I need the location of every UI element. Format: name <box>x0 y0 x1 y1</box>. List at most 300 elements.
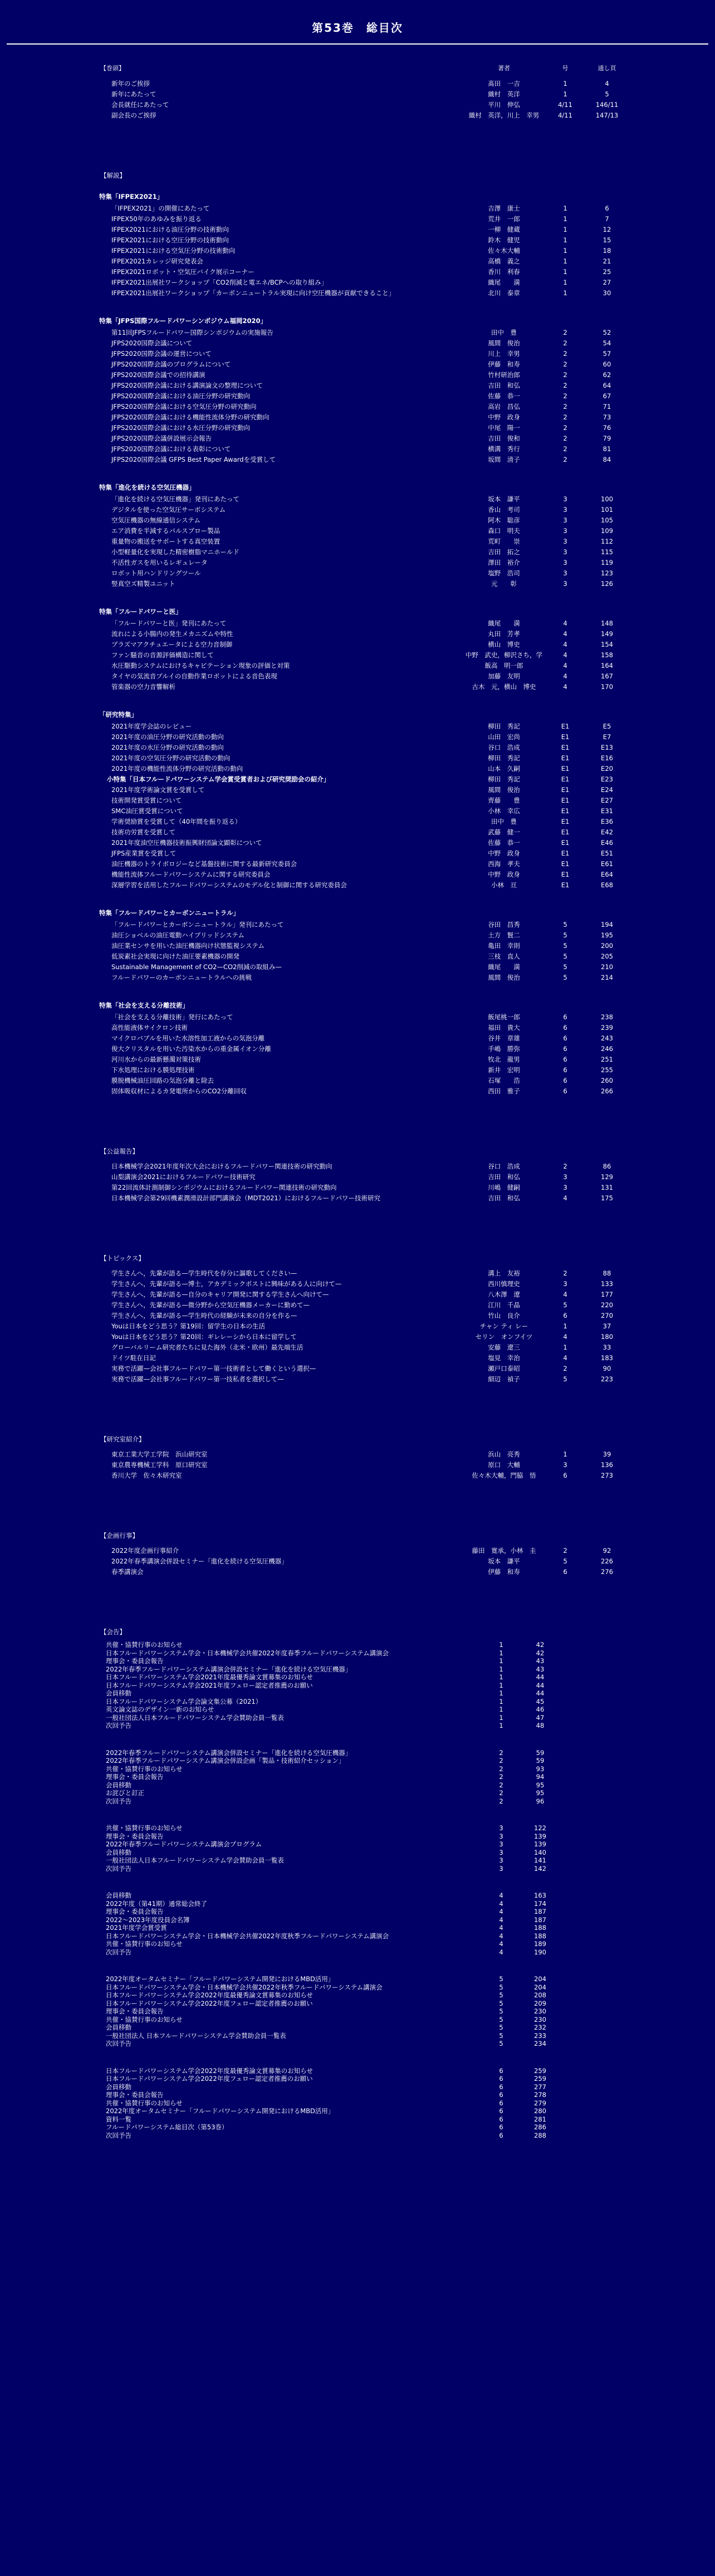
toc-entry <box>0 90 715 99</box>
toc-entry <box>0 1364 715 1373</box>
entry-page: 60 <box>603 360 611 368</box>
entry-author: 佐々木大輔 <box>488 247 520 255</box>
entry-title: 資料一覧 <box>106 2115 131 2123</box>
entry-issue: 1 <box>563 247 567 255</box>
entry-issue: 3 <box>563 1173 567 1181</box>
toc-entry <box>0 1023 715 1033</box>
entry-page: 54 <box>603 339 611 347</box>
toc-entry <box>0 682 715 692</box>
entry-title: 実務で活躍—会社事フルードパワー第一技私者を選択して— <box>111 1375 284 1383</box>
entry-author: 谷口 浩成 <box>488 744 520 751</box>
entry-author: 石塚 浩 <box>488 1077 520 1084</box>
toc-entry <box>0 1183 715 1192</box>
entry-issue: 4 <box>499 1940 503 1948</box>
entry-author: 福田 貴大 <box>488 1024 520 1032</box>
toc-entry <box>0 1375 715 1384</box>
entry-title: Youは日本をどう思う？第20回：ギレレーシから日本に留学して <box>111 1333 297 1341</box>
entry-page: 200 <box>601 942 613 950</box>
entry-issue: 3 <box>563 495 567 503</box>
entry-page: 37 <box>603 1322 611 1330</box>
entry-title: 新年のご挨拶 <box>111 80 150 87</box>
entry-issue: 5 <box>563 1375 567 1383</box>
entry-title: 膜脱機械油圧回路の気泡分離と除去 <box>111 1077 214 1084</box>
entry-issue: 6 <box>563 1055 567 1063</box>
toc-entry <box>0 1460 715 1470</box>
entry-issue: 5 <box>563 963 567 971</box>
entry-title: JFPS2020国際会議併設展示会報告 <box>111 434 212 442</box>
entry-issue: 5 <box>499 2040 503 2047</box>
entry-title: 会長就任にあたって <box>111 101 169 109</box>
entry-page: 27 <box>603 278 611 286</box>
entry-title: 学生さんへ，先輩が語る—微分野から空気圧機器メーカーに勤めて— <box>111 1301 310 1309</box>
entry-issue: 1 <box>563 226 567 233</box>
entry-issue: 5 <box>499 2015 503 2023</box>
toc-entry <box>0 629 715 639</box>
entry-title: 2022年度オータムセミナー「フルードパワーシステム開発におけるMBD活用」 <box>106 1975 335 1983</box>
entry-author: 佐藤 恭一 <box>488 839 520 847</box>
entry-title: 2022年春季フルードパワーシステム講演会併設セミナー「進化を続ける空気圧機器」 <box>106 1748 352 1757</box>
entry-author: 坂間 清子 <box>488 456 520 463</box>
entry-issue: 5 <box>563 1557 567 1565</box>
toc-entry <box>0 1546 715 1556</box>
entry-title: 2022年春季フルードパワーシステム講演会併設セミナー「進化を続ける空気圧機器」 <box>106 1665 352 1673</box>
entry-title: デジタルを使った空気圧サーボシステム <box>111 506 226 514</box>
feature-heading: 「研究特集」 <box>99 711 138 718</box>
entry-author: 吉田 和弘 <box>488 1173 520 1181</box>
entry-issue: 2 <box>499 1757 503 1764</box>
entry-page: 239 <box>601 1024 613 1032</box>
entry-title: 会員移動 <box>106 2023 131 2031</box>
entry-title: 技術開発賞受賞について <box>111 796 182 804</box>
entry-page: E61 <box>601 860 613 868</box>
entry-title: 学生さんへ，先輩が語る—博士，アカデミックポストに興味がある人に向けて— <box>111 1280 342 1288</box>
entry-author: チャン ティ レー <box>479 1322 528 1330</box>
entry-author: 原口 大輔 <box>488 1461 520 1469</box>
toc-entry <box>0 785 715 795</box>
toc-entry <box>0 859 715 869</box>
entry-author: セリン オンフイツ <box>475 1333 533 1341</box>
entry-title: 油圧機器のトライボロジーなど基盤技術に関する最新研究委員会 <box>111 860 297 868</box>
entry-issue: 4 <box>499 1948 503 1956</box>
entry-issue: 2 <box>499 1748 503 1757</box>
entry-title: 日本フルードパワーシステム学会2022年度フェロー認定者推薦のお願い <box>106 1999 313 2007</box>
entry-page: 163 <box>534 1891 546 1899</box>
entry-page: 44 <box>536 1689 545 1697</box>
entry-author: 風間 俊治 <box>488 974 520 981</box>
toc-entry <box>0 548 715 557</box>
toc-entry <box>0 328 715 338</box>
entry-title: 「IFPEX2021」の開催にあたって <box>111 204 210 212</box>
entry-issue: 1 <box>499 1722 503 1729</box>
entry-title: 下水処理における膜処理技術 <box>111 1066 195 1074</box>
toc-entry <box>0 1864 715 1874</box>
entry-issue: 2 <box>499 1781 503 1789</box>
entry-page: 209 <box>534 1999 546 2007</box>
entry-author: 織村 英洋，川上 幸男 <box>468 111 540 119</box>
entry-author: 三枝 直人 <box>488 952 520 960</box>
entry-issue: 1 <box>499 1641 503 1649</box>
entry-title: 学術奨励賞を受賞して（40年間を振り返る） <box>111 818 242 825</box>
entry-issue: E1 <box>561 786 570 794</box>
entry-issue: 3 <box>499 1824 503 1832</box>
entry-page: 105 <box>601 516 613 524</box>
entry-page: 57 <box>603 350 611 358</box>
entry-title: 「フルードパワーとカーボンニュートラル」発刊にあたって <box>111 921 284 928</box>
entry-issue: 6 <box>563 1013 567 1021</box>
entry-title: 会員移動 <box>106 1891 131 1899</box>
entry-issue: 3 <box>563 580 567 588</box>
toc-entry <box>0 558 715 568</box>
entry-page: 280 <box>534 2107 546 2115</box>
entry-issue: 4 <box>563 672 567 680</box>
entry-page: 187 <box>534 1915 546 1924</box>
toc-entry <box>0 392 715 401</box>
entry-author: 坂本 謙平 <box>488 1557 520 1565</box>
entry-page: 96 <box>536 1797 545 1805</box>
entry-title: 2021年度の機能性流体分野の研究活動の動向 <box>111 765 243 773</box>
feature-heading: 特集「社会を支える分離技術」 <box>99 1001 189 1009</box>
entry-title: 日本フルードパワーシステム学会2022年度最優秀論文賞募集のお知らせ <box>106 1991 313 1999</box>
entry-title: 東京農専機械工学科 原口研究室 <box>111 1461 208 1469</box>
entry-page: E7 <box>603 733 611 741</box>
toc-entry <box>0 267 715 277</box>
entry-author: 西川慎理史 <box>488 1280 520 1288</box>
entry-page: 278 <box>534 2091 546 2099</box>
entry-title: 第22回流体計測制御シンポジウムにおけるフルードパワー関連技術の研究動向 <box>111 1184 337 1191</box>
toc-entry <box>0 1301 715 1310</box>
entry-page: 115 <box>601 548 613 556</box>
toc-entry <box>0 413 715 422</box>
toc-entry <box>0 764 715 774</box>
title-divider <box>7 43 708 45</box>
toc-entry <box>0 962 715 972</box>
toc-entry <box>0 444 715 454</box>
toc-entry <box>0 941 715 951</box>
feature-heading: 特集「IFPEX2021」 <box>99 193 164 201</box>
entry-page: 90 <box>603 1365 611 1372</box>
entry-page: 67 <box>603 392 611 400</box>
entry-page: 288 <box>534 2131 546 2139</box>
entry-issue: 3 <box>499 1832 503 1840</box>
toc-entry <box>0 849 715 858</box>
entry-issue: 1 <box>563 1322 567 1330</box>
entry-title: 一般社団法人日本フルードパワーシステム学会賛助会員一覧表 <box>106 1713 284 1722</box>
entry-page: E51 <box>601 849 613 857</box>
entry-issue: 1 <box>499 1649 503 1657</box>
entry-page: 167 <box>601 672 613 680</box>
entry-title: 2022～2023年度役員会名簿 <box>106 1915 190 1924</box>
entry-author: 谷口 浩成 <box>488 1162 520 1170</box>
toc-entry <box>0 246 715 256</box>
entry-issue: 2 <box>563 1547 567 1555</box>
entry-page: 188 <box>534 1924 546 1932</box>
entry-page: 214 <box>601 974 613 981</box>
entry-page: 277 <box>534 2083 546 2091</box>
entry-issue: 3 <box>563 516 567 524</box>
entry-issue: 6 <box>499 2075 503 2083</box>
entry-page: 233 <box>534 2031 546 2040</box>
entry-page: 260 <box>601 1077 613 1084</box>
toc-entry <box>0 2131 715 2140</box>
toc-entry <box>0 838 715 848</box>
toc-entry <box>0 1290 715 1299</box>
toc-entry <box>0 754 715 763</box>
toc-entry <box>0 881 715 890</box>
entry-title: 2022年春季フルードパワーシステム講演会プログラム <box>106 1840 262 1848</box>
entry-issue: 6 <box>563 1034 567 1042</box>
toc-entry <box>0 619 715 628</box>
entry-title: 会員移動 <box>106 2083 131 2091</box>
entry-issue: 6 <box>499 2123 503 2131</box>
entry-issue: 1 <box>499 1681 503 1689</box>
entry-issue: 1 <box>563 80 567 87</box>
entry-title: 理事会・委員会報告 <box>106 1657 164 1665</box>
entry-page: 183 <box>601 1354 613 1362</box>
entry-author: 澤田 裕介 <box>488 559 520 566</box>
entry-issue: 4 <box>563 630 567 638</box>
column-header-issue: 号 <box>562 65 569 72</box>
toc-entry <box>0 1055 715 1064</box>
entry-author: 森口 明夫 <box>488 527 520 535</box>
entry-author: 田中 豊 <box>491 818 517 825</box>
entry-page: 44 <box>536 1681 545 1689</box>
entry-issue: 5 <box>499 1983 503 1991</box>
entry-author: 谷井 章雄 <box>488 1034 520 1042</box>
toc-entry <box>0 204 715 213</box>
entry-title: 理事会・委員会報告 <box>106 2007 164 2015</box>
entry-title: 次回予告 <box>106 2131 131 2139</box>
entry-page: 42 <box>536 1641 545 1649</box>
entry-title: 2021年度学術論文賞を受賞して <box>111 786 205 794</box>
entry-page: 7 <box>605 215 609 223</box>
entry-title: 河川水からの最新懸濁対策技術 <box>111 1055 201 1063</box>
entry-title: フルードパワーシステム総目次（第53巻） <box>106 2123 228 2131</box>
entry-issue: 3 <box>499 1848 503 1856</box>
toc-entry <box>0 1044 715 1054</box>
entry-issue: 2 <box>563 329 567 336</box>
entry-page: 44 <box>536 1673 545 1681</box>
entry-issue: 2 <box>563 382 567 389</box>
entry-title: JFPS2020国際会議 GFPS Best Paper Awardを受賞して <box>111 456 276 463</box>
entry-issue: 5 <box>563 921 567 928</box>
entry-page: 238 <box>601 1013 613 1021</box>
entry-issue: 6 <box>499 2107 503 2115</box>
entry-page: 175 <box>601 1194 613 1202</box>
entry-author: 織尾 満 <box>488 619 520 627</box>
entry-title: JFPS2020国際会議における機能性流体分野の研究動向 <box>111 413 270 421</box>
toc-entry <box>0 1279 715 1289</box>
entry-title: 学生さんへ，先輩が語る—学生時代を存分に謳歌してください— <box>111 1269 297 1277</box>
toc-entry <box>0 672 715 681</box>
entry-issue: 4 <box>499 1899 503 1908</box>
entry-page: 158 <box>601 651 613 659</box>
entry-title: 日本機械学会2021年度年次大会におけるフルードパワー関連技術の研究動向 <box>111 1162 332 1170</box>
entry-author: 土方 賢二 <box>488 931 520 939</box>
entry-author: 香川 利春 <box>488 268 520 276</box>
entry-issue: 4 <box>563 1194 567 1202</box>
entry-issue: 4 <box>563 1291 567 1298</box>
entry-page: 101 <box>601 506 613 514</box>
entry-title: 重量物の搬送をサポートする真空装置 <box>111 537 221 545</box>
toc-entry <box>0 817 715 827</box>
entry-title: JFPS2020国際会議における油圧分野の研究動向 <box>111 392 251 400</box>
entry-page: 100 <box>601 495 613 503</box>
toc-entry <box>0 651 715 660</box>
entry-page: 187 <box>534 1908 546 1915</box>
entry-title: 2021年度の油圧分野の研究活動の動向 <box>111 733 224 741</box>
entry-page: 154 <box>601 641 613 648</box>
entry-issue: 1 <box>563 90 567 98</box>
entry-issue: 6 <box>563 1087 567 1095</box>
entry-title: 共催・協賛行事のお知らせ <box>106 2015 183 2023</box>
entry-issue: 1 <box>499 1697 503 1705</box>
entry-issue: E1 <box>561 871 570 878</box>
entry-issue: 1 <box>499 1665 503 1673</box>
entry-page: 30 <box>603 289 611 297</box>
entry-page: 21 <box>603 257 611 265</box>
entry-author: 瀬戸口泰昭 <box>488 1365 520 1372</box>
entry-author: 横溝 秀行 <box>488 445 520 453</box>
entry-issue: 3 <box>563 1184 567 1191</box>
entry-page: 43 <box>536 1665 545 1673</box>
entry-title: 空気圧機器の無線通信システム <box>111 516 200 524</box>
entry-page: E20 <box>601 765 613 773</box>
toc-entry <box>0 111 715 120</box>
entry-title: 春季講演会 <box>111 1568 144 1576</box>
page-title: 第53巻 総目次 <box>312 21 403 35</box>
entry-issue: E1 <box>561 818 570 825</box>
toc-entry <box>0 579 715 589</box>
entry-title: 小型軽量化を実現した精密樹脂マニホールド <box>111 548 239 556</box>
entry-page: 81 <box>603 445 611 453</box>
entry-title: JFPS2020国際会議における空気圧分野の研究動向 <box>111 403 257 410</box>
toc-entry <box>0 569 715 578</box>
toc-entry <box>0 1034 715 1043</box>
entry-issue: 3 <box>563 527 567 535</box>
entry-author: 古木 元，横山 博史 <box>472 683 536 691</box>
entry-page: 279 <box>534 2099 546 2107</box>
entry-issue: 1 <box>499 1713 503 1722</box>
entry-page: 140 <box>534 1848 546 1856</box>
entry-author: 飯高 明一郎 <box>484 662 523 669</box>
entry-page: 95 <box>536 1789 545 1797</box>
entry-title: 理事会・委員会報告 <box>106 2091 164 2099</box>
entry-author: 中野 政身 <box>488 871 520 878</box>
entry-page: 39 <box>603 1450 611 1458</box>
entry-author: 塩野 浩司 <box>488 569 520 577</box>
entry-issue: 6 <box>563 1077 567 1084</box>
entry-page: 48 <box>536 1722 545 1729</box>
entry-title: 日本フルードパワーシステム学会2021年度フェロー認定者推薦のお願い <box>106 1681 313 1689</box>
entry-title: JFPS2020国際会議の運営について <box>111 350 212 358</box>
entry-page: 180 <box>601 1333 613 1341</box>
entry-page: 230 <box>534 2007 546 2015</box>
entry-author: 香山 考司 <box>488 506 520 514</box>
toc-entry <box>0 973 715 983</box>
entry-issue: E1 <box>561 860 570 868</box>
entry-title: 共催・協賛行事のお知らせ <box>106 1940 183 1948</box>
toc-entry <box>0 1797 715 1806</box>
entry-author: 新井 宏明 <box>488 1066 520 1074</box>
entry-title: 日本フルードパワーシステム学会・日本機械学会共催2022年秋季フルードパワーシステム講演会 <box>106 1983 383 1991</box>
entry-title: 香川大学 佐々木研究室 <box>111 1472 182 1479</box>
entry-issue: 5 <box>499 1999 503 2007</box>
entry-author: 伊藤 和寿 <box>488 360 520 368</box>
entry-issue: 5 <box>563 974 567 981</box>
entry-page: E68 <box>601 881 613 889</box>
entry-page: E42 <box>601 828 613 836</box>
entry-title: 小特集「日本フルードパワーシステム学会賞受賞者および研究奨励会の紹介」 <box>107 775 330 783</box>
column-header-row <box>0 63 715 73</box>
entry-title: IFPEX2021における油圧分野の技術動向 <box>111 226 229 233</box>
toc-entry <box>0 100 715 110</box>
entry-title: 学生さんへ，先輩が語る—学生時代の経験が未来の自分を作る— <box>111 1312 297 1319</box>
entry-title: 会員移動 <box>106 1781 131 1789</box>
entry-issue: 2 <box>563 371 567 379</box>
entry-issue: 2 <box>563 456 567 463</box>
entry-page: 164 <box>601 662 613 669</box>
entry-page: 170 <box>601 683 613 691</box>
section-heading: 【解説】 <box>100 172 126 179</box>
entry-page: 25 <box>603 268 611 276</box>
entry-title: Sustainable Management of CO2—CO2削減の取組み— <box>111 963 282 971</box>
entry-page: 59 <box>536 1757 545 1764</box>
entry-title: IFPEX2021出展社ワークショップ「カーボンニュートラル実現に向け空圧機器が貢献できること」 <box>111 289 395 297</box>
entry-issue: 4 <box>499 1932 503 1940</box>
entry-page: 204 <box>534 1983 546 1991</box>
feature-heading: 特集「進化を続ける空気圧機器」 <box>99 483 195 491</box>
entry-issue: 1 <box>563 278 567 286</box>
entry-page: 220 <box>601 1301 613 1309</box>
entry-title: JFPS2020国際会議における表彰について <box>111 445 231 453</box>
entry-page: 195 <box>601 931 613 939</box>
entry-author: 風間 俊治 <box>488 339 520 347</box>
entry-title: 日本フルードパワーシステム学会2021年度最優秀論文賞募集のお知らせ <box>106 1673 313 1681</box>
toc-entry <box>0 278 715 287</box>
entry-page: 210 <box>601 963 613 971</box>
toc-entry <box>0 289 715 298</box>
entry-title: 副会長のご挨拶 <box>111 111 156 119</box>
entry-page: 123 <box>601 569 613 577</box>
entry-title: 次回予告 <box>106 1722 131 1729</box>
entry-author: 坂本 謙平 <box>488 495 520 503</box>
entry-title: 実務で活躍—会社事フルードパワー第一技術者として働くという選択— <box>111 1365 316 1372</box>
entry-author: 田中 豊 <box>491 329 517 336</box>
entry-author: 吉田 拓之 <box>488 548 520 556</box>
entry-issue: 6 <box>563 1472 567 1479</box>
entry-page: 226 <box>601 1557 613 1565</box>
entry-issue: 6 <box>499 2099 503 2107</box>
entry-page: 133 <box>601 1280 613 1288</box>
entry-issue: 6 <box>499 2131 503 2139</box>
entry-author: 織村 英洋 <box>488 90 520 98</box>
toc-entry <box>0 214 715 224</box>
entry-page: 204 <box>534 1975 546 1983</box>
entry-author: 齊藤 豊 <box>488 796 520 804</box>
entry-page: 177 <box>601 1291 613 1298</box>
entry-title: IFPEX50年のあゆみを振り返る <box>111 215 202 223</box>
toc-entry <box>0 1343 715 1352</box>
entry-author: 荒町 崇 <box>488 537 520 545</box>
entry-author: 塩見 幸治 <box>488 1354 520 1362</box>
entry-title: SMC油圧賞受賞について <box>111 807 183 815</box>
entry-issue: E1 <box>561 765 570 773</box>
entry-page: 43 <box>536 1657 545 1665</box>
entry-issue: 3 <box>563 548 567 556</box>
entry-title: 共催・協賛行事のお知らせ <box>106 1641 183 1649</box>
entry-author: 中野 政身 <box>488 849 520 857</box>
entry-page: 139 <box>534 1840 546 1848</box>
